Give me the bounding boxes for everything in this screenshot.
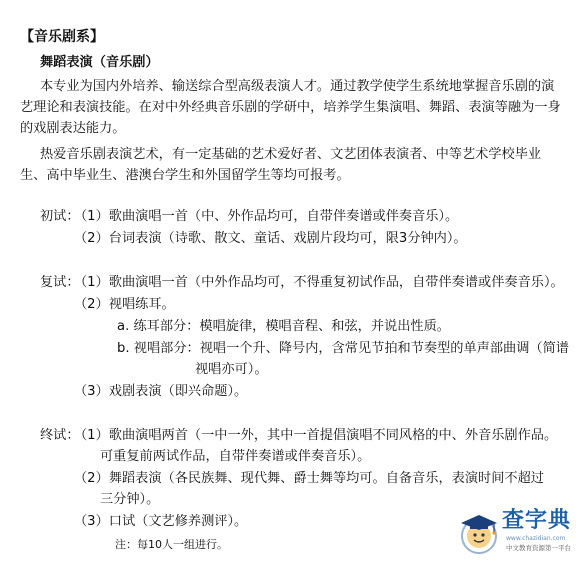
eligibility-line-1: 热爱音乐剧表演艺术，有一定基础的艺术爱好者、文艺团体表演者、中等艺术学校毕业 <box>40 147 542 162</box>
major-title: 舞蹈表演（音乐剧） <box>40 55 159 70</box>
final-round-item-3: （3）口试（文艺修养测评）。 <box>74 514 248 529</box>
final-round-label: 终试： <box>40 428 80 443</box>
final-round-note: 注：每10人一组进行。 <box>115 538 228 551</box>
second-round-item-2: （2）视唱练耳。 <box>74 297 175 312</box>
graduate-cap-icon <box>456 510 502 556</box>
second-round-item-1: （1）歌曲演唱一首（中外作品均可，不得重复初试作品，自带伴奏谱或伴奏音乐）。 <box>74 275 564 290</box>
second-round-sub-b-line-2: 视唱亦可）。 <box>195 362 268 377</box>
logo-url: www.chazidian.com <box>506 535 566 542</box>
second-round-item-3: （3）戏剧表演（即兴命题）。 <box>74 384 248 399</box>
eligibility-line-2: 生、高中毕业生、港澳台学生和外国留学生等均可报考。 <box>20 168 350 183</box>
second-round-sub-b-line-1: b. 视唱部分：视唱一个升、降号内，含常见节拍和节奏型的单声部曲调（简谱 <box>117 341 569 356</box>
first-round-label: 初试： <box>40 209 80 224</box>
intro-line-3: 的戏剧表达能力。 <box>20 121 126 136</box>
final-round-item-1-line-2: 可重复前两试作品，自带伴奏谱或伴奏音乐）。 <box>100 449 371 464</box>
chazidian-logo <box>456 508 578 558</box>
final-round-item-2-line-1: （2）舞蹈表演（各民族舞、现代舞、爵士舞等均可。自备音乐，表演时间不超过 <box>74 471 544 486</box>
intro-line-2: 艺理论和表演技能。在对中外经典音乐剧的学研中，培养学生集演唱、舞蹈、表演等融为一身 <box>20 100 561 115</box>
intro-line-1: 本专业为国内外培养、输送综合型高级表演人才。通过教学使学生系统地掌握音乐剧的演 <box>40 79 555 94</box>
logo-title: 查字典 <box>502 508 572 533</box>
second-round-sub-a: a. 练耳部分：模唱旋律，模唱音程、和弦，并说出性质。 <box>117 319 450 334</box>
section-title: 【音乐剧系】 <box>20 29 104 45</box>
first-round-item-1: （1）歌曲演唱一首（中、外作品均可，自带伴奏谱或伴奏音乐）。 <box>74 209 459 224</box>
first-round-item-2: （2）台词表演（诗歌、散文、童话、戏剧片段均可，限3分钟内）。 <box>74 231 467 246</box>
logo-tagline: 中文教育资源第一平台 <box>506 544 571 552</box>
second-round-label: 复试： <box>40 275 80 290</box>
final-round-item-2-line-2: 三分钟）。 <box>100 492 160 507</box>
final-round-item-1-line-1: （1）歌曲演唱两首（一中一外，其中一首提倡演唱不同风格的中、外音乐剧作品。 <box>74 428 558 443</box>
